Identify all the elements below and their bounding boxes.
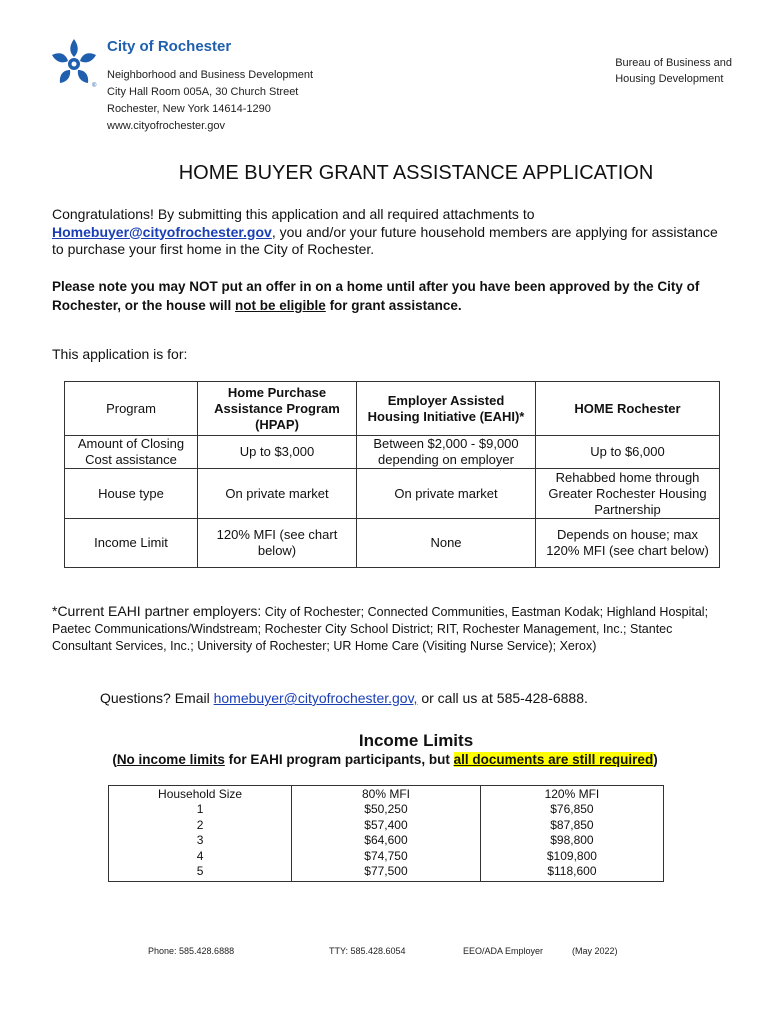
table-cell: 5 [196, 863, 204, 878]
partners-lead: *Current EAHI partner employers: [52, 603, 262, 619]
household-size-column [109, 786, 292, 882]
table-cell: Amount of Closing Cost assistance [65, 436, 198, 469]
table-cell: Rehabbed home through Greater Rochester Housing Partnership [536, 469, 720, 519]
table-cell: Depends on house; max 120% MFI (see chart below) [536, 519, 720, 568]
table-cell: On private market [198, 469, 357, 519]
table-header-row [65, 382, 720, 436]
income-limits-table [108, 785, 664, 882]
table-cell: $87,850 [550, 817, 594, 832]
mfi-120-column [480, 786, 663, 882]
subtitle-text: ( [112, 752, 117, 767]
city-logo-icon [48, 37, 100, 89]
bureau-line: Bureau of Business and [615, 57, 732, 69]
address-line: Neighborhood and Business Development [107, 69, 314, 81]
table-cell: House type [65, 469, 198, 519]
offer-warning-note [52, 277, 742, 315]
table-cell: $118,600 [547, 863, 597, 878]
application-for-label: This application is for: [52, 346, 188, 362]
address-block [107, 67, 313, 135]
address-line: City Hall Room 005A, 30 Church Street [107, 86, 299, 98]
footer-phone: Phone: 585.428.6888 [148, 946, 235, 956]
table-cell: 2 [196, 817, 204, 832]
table-cell: None [357, 519, 536, 568]
table-cell: Up to $6,000 [536, 436, 720, 469]
programs-table [64, 381, 720, 568]
table-cell: 120% MFI (see chart below) [198, 519, 357, 568]
table-cell: Income Limit [65, 519, 198, 568]
note-underlined-text: not be eligible [235, 298, 326, 313]
table-cell: Up to $3,000 [198, 436, 357, 469]
column-header: 120% MFI [544, 787, 600, 801]
table-cell: $77,500 [364, 863, 408, 878]
questions-line [100, 690, 588, 706]
table-cell: $74,750 [364, 848, 408, 863]
footer-eeo: EEO/ADA Employer [463, 946, 544, 956]
table-cell: On private market [357, 469, 536, 519]
note-text: for grant assistance. [325, 298, 462, 313]
table-cell: $76,850 [550, 802, 594, 817]
homebuyer-email-link[interactable]: Homebuyer@cityofrochester.gov [52, 223, 272, 240]
eahi-partners-note [52, 603, 732, 655]
table-row [65, 436, 720, 469]
bureau-name [615, 55, 732, 87]
footer-date: (May 2022) [572, 946, 618, 956]
table-cell: 4 [196, 848, 204, 863]
table-row [65, 469, 720, 519]
table-cell: 1 [196, 802, 204, 817]
questions-text: Questions? Email [100, 690, 214, 706]
questions-text: or call us at 585-428-6888. [417, 690, 588, 706]
income-limits-subtitle [0, 752, 770, 767]
footer-tty: TTY: 585.428.6054 [329, 946, 406, 956]
document-title: HOME BUYER GRANT ASSISTANCE APPLICATION [178, 162, 654, 184]
income-limits-title: Income Limits [358, 731, 474, 750]
intro-text: Congratulations! By submitting this application and all required attachments to [52, 206, 535, 222]
table-header-cell: Home Purchase Assistance Program (HPAP) [198, 382, 357, 436]
table-cell: 3 [196, 833, 204, 848]
table-header-cell: HOME Rochester [536, 382, 720, 436]
table-cell: $109,800 [546, 848, 597, 863]
subtitle-text: for EAHI program participants, but [224, 752, 454, 767]
website-link[interactable]: www.cityofrochester.gov [107, 120, 225, 132]
table-header-cell: Employer Assisted Housing Initiative (EAHI)* [357, 382, 536, 436]
intro-paragraph [52, 206, 732, 259]
questions-email-link[interactable]: homebuyer@cityofrochester.gov, [213, 690, 418, 706]
note-text: Please note you may NOT put an offer in on a home until after you have been approved by the City of Rochester, or the house will [52, 279, 700, 313]
table-cell: Program [65, 382, 198, 436]
table-cell: $98,800 [550, 833, 594, 848]
column-header: Household Size [158, 787, 243, 801]
column-header: 80% MFI [361, 787, 410, 801]
bureau-line: Housing Development [615, 73, 724, 85]
intro-text: , you and/or your future household members are applying for assistance to purchase your first home in the City of Rochester. [52, 223, 718, 257]
subtitle-underlined: No income limits [116, 752, 225, 767]
org-name: City of Rochester [107, 38, 232, 55]
table-cell: $50,250 [364, 802, 408, 817]
subtitle-highlight: all documents are still required [453, 752, 654, 767]
table-cell: $64,600 [364, 833, 408, 848]
table-row [109, 786, 664, 882]
address-line: Rochester, New York 14614-1290 [107, 103, 271, 115]
svg-text:®: ® [92, 83, 97, 89]
mfi-80-column [292, 786, 481, 882]
subtitle-text: ) [653, 752, 658, 767]
table-row [65, 519, 720, 568]
partners-list: City of Rochester; Connected Communities, Eastman Kodak; Highland Hospital; Paetec Communications/Windstream; Rochester City School District; RIT, Rochester Management, Inc.; Stantec Consultant Services, Inc.; University of Rochester; UR Home Care (Visiting Nurse Service); Xerox) [52, 605, 709, 653]
table-cell: Between $2,000 - $9,000 depending on employer [357, 436, 536, 469]
table-cell: $57,400 [364, 817, 408, 832]
